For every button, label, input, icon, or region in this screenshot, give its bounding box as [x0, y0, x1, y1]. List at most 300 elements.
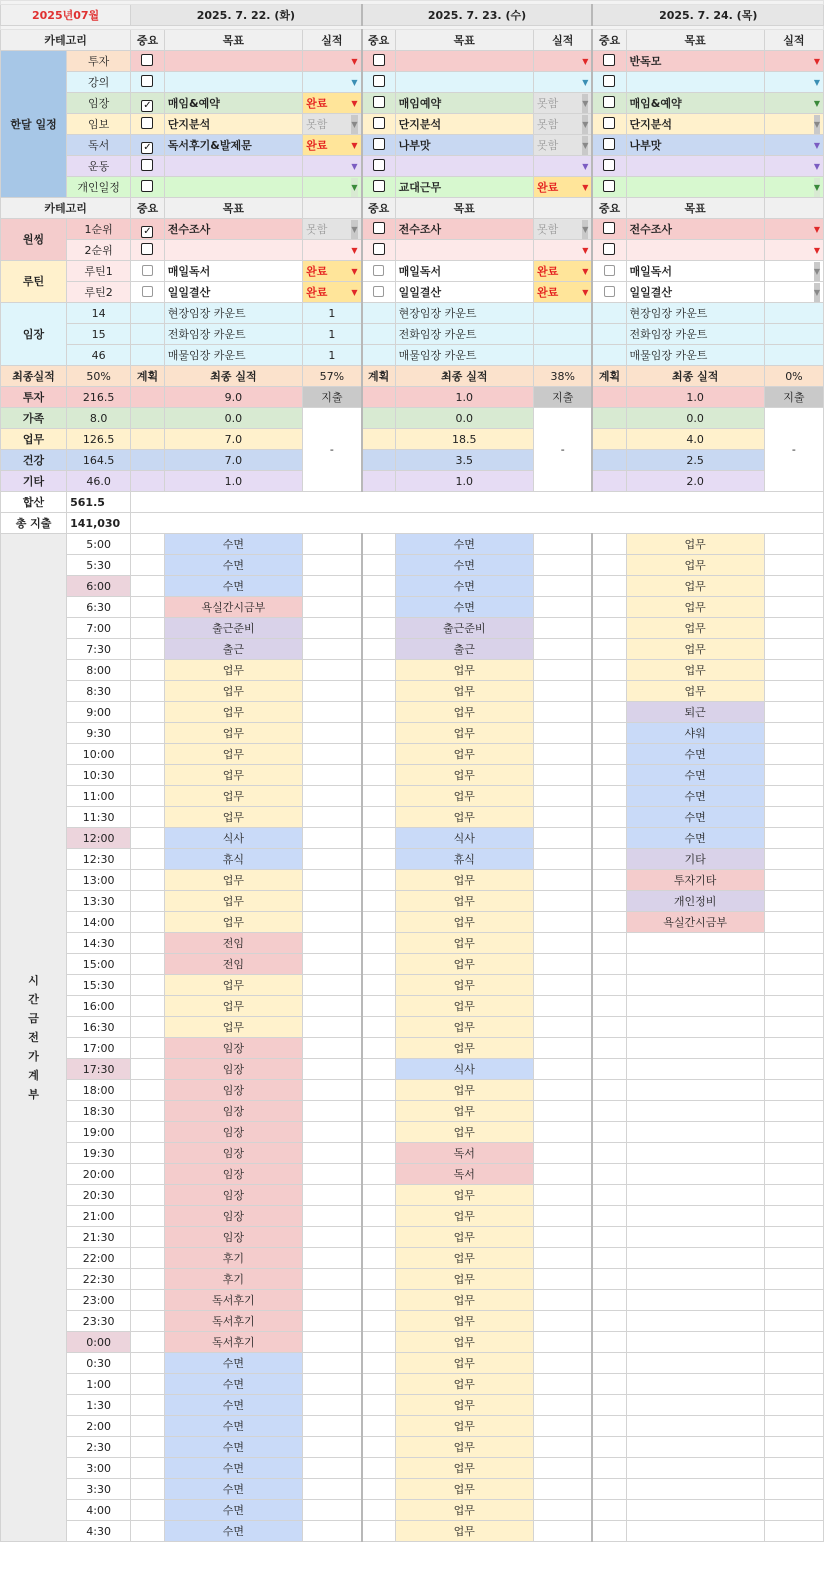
- important-checkbox-cell[interactable]: [362, 219, 396, 240]
- checkbox[interactable]: [603, 243, 615, 255]
- schedule-note-cell[interactable]: [533, 744, 592, 765]
- schedule-activity[interactable]: 수면: [164, 534, 302, 555]
- checkbox[interactable]: [603, 54, 615, 66]
- schedule-note-cell[interactable]: [764, 1458, 823, 1479]
- schedule-note-cell[interactable]: [303, 1164, 362, 1185]
- schedule-activity[interactable]: 독서후기: [164, 1311, 302, 1332]
- schedule-activity[interactable]: 독서: [395, 1164, 533, 1185]
- schedule-note-cell[interactable]: [533, 765, 592, 786]
- chevron-down-icon[interactable]: ▼: [351, 178, 357, 197]
- result-dropdown[interactable]: [764, 72, 823, 93]
- schedule-check-cell[interactable]: [131, 1332, 165, 1353]
- schedule-activity[interactable]: 독서: [395, 1143, 533, 1164]
- schedule-activity[interactable]: 전임: [164, 954, 302, 975]
- schedule-note-cell[interactable]: [533, 849, 592, 870]
- schedule-activity[interactable]: 임장: [164, 1206, 302, 1227]
- schedule-activity[interactable]: 업무: [395, 1458, 533, 1479]
- schedule-activity[interactable]: 업무: [395, 891, 533, 912]
- chevron-down-icon[interactable]: ▼: [351, 287, 358, 297]
- goal-cell[interactable]: [164, 156, 302, 177]
- schedule-note-cell[interactable]: [764, 1521, 823, 1542]
- schedule-note-cell[interactable]: [764, 555, 823, 576]
- schedule-note-cell[interactable]: [303, 1416, 362, 1437]
- important-checkbox-cell[interactable]: [592, 72, 626, 93]
- checkbox[interactable]: [141, 117, 153, 129]
- schedule-note-cell[interactable]: [303, 1185, 362, 1206]
- schedule-note-cell[interactable]: [533, 1248, 592, 1269]
- schedule-check-cell[interactable]: [131, 723, 165, 744]
- schedule-activity[interactable]: 임장: [164, 1185, 302, 1206]
- checkbox[interactable]: [141, 243, 153, 255]
- schedule-activity[interactable]: [626, 1101, 764, 1122]
- schedule-check-cell[interactable]: [131, 975, 165, 996]
- schedule-activity[interactable]: 임장: [164, 1227, 302, 1248]
- schedule-note-cell[interactable]: [764, 1164, 823, 1185]
- schedule-note-cell[interactable]: [533, 534, 592, 555]
- schedule-check-cell[interactable]: [131, 912, 165, 933]
- schedule-activity[interactable]: 업무: [626, 639, 764, 660]
- schedule-activity[interactable]: 기타: [626, 849, 764, 870]
- schedule-activity[interactable]: 업무: [395, 807, 533, 828]
- schedule-note-cell[interactable]: [303, 996, 362, 1017]
- schedule-activity[interactable]: 업무: [395, 1227, 533, 1248]
- schedule-check-cell[interactable]: [131, 1458, 165, 1479]
- time-value[interactable]: 9.0: [164, 387, 302, 408]
- schedule-activity[interactable]: 수면: [164, 555, 302, 576]
- schedule-activity[interactable]: 업무: [164, 870, 302, 891]
- chevron-down-icon[interactable]: ▼: [814, 262, 820, 281]
- schedule-note-cell[interactable]: [764, 660, 823, 681]
- schedule-activity[interactable]: 업무: [395, 1500, 533, 1521]
- schedule-note-cell[interactable]: [764, 744, 823, 765]
- schedule-note-cell[interactable]: [533, 1332, 592, 1353]
- schedule-activity[interactable]: 출근준비: [164, 618, 302, 639]
- schedule-activity[interactable]: 업무: [395, 912, 533, 933]
- schedule-activity[interactable]: 업무: [164, 996, 302, 1017]
- schedule-check-cell[interactable]: [362, 1311, 396, 1332]
- schedule-note-cell[interactable]: [764, 1122, 823, 1143]
- schedule-check-cell[interactable]: [131, 1101, 165, 1122]
- schedule-check-cell[interactable]: [592, 1311, 626, 1332]
- schedule-activity[interactable]: 업무: [395, 1374, 533, 1395]
- result-dropdown[interactable]: [533, 219, 592, 240]
- schedule-activity[interactable]: [626, 996, 764, 1017]
- result-dropdown[interactable]: [533, 261, 592, 282]
- result-dropdown[interactable]: [764, 135, 823, 156]
- result-dropdown[interactable]: [533, 93, 592, 114]
- goal-cell[interactable]: [626, 156, 764, 177]
- schedule-activity[interactable]: 업무: [395, 786, 533, 807]
- expense-value[interactable]: -: [303, 408, 362, 492]
- schedule-check-cell[interactable]: [362, 954, 396, 975]
- schedule-check-cell[interactable]: [362, 597, 396, 618]
- important-checkbox-cell[interactable]: [131, 114, 165, 135]
- plan-cell[interactable]: [131, 471, 165, 492]
- schedule-note-cell[interactable]: [764, 1500, 823, 1521]
- time-value[interactable]: 7.0: [164, 429, 302, 450]
- important-checkbox-cell[interactable]: [131, 177, 165, 198]
- schedule-note-cell[interactable]: [764, 1353, 823, 1374]
- chevron-down-icon[interactable]: ▼: [582, 220, 588, 239]
- important-checkbox-cell[interactable]: [362, 93, 396, 114]
- schedule-check-cell[interactable]: [362, 1269, 396, 1290]
- schedule-activity[interactable]: 수면: [626, 765, 764, 786]
- goal-cell[interactable]: 일일결산: [164, 282, 302, 303]
- checkbox[interactable]: [373, 180, 385, 192]
- schedule-check-cell[interactable]: [592, 828, 626, 849]
- schedule-activity[interactable]: 수면: [164, 1395, 302, 1416]
- schedule-activity[interactable]: [626, 1416, 764, 1437]
- schedule-check-cell[interactable]: [131, 1290, 165, 1311]
- chevron-down-icon[interactable]: ▼: [813, 77, 820, 87]
- schedule-check-cell[interactable]: [592, 1332, 626, 1353]
- schedule-check-cell[interactable]: [362, 1479, 396, 1500]
- checkbox[interactable]: [603, 159, 615, 171]
- schedule-check-cell[interactable]: [592, 1248, 626, 1269]
- schedule-check-cell[interactable]: [131, 1353, 165, 1374]
- checkbox[interactable]: [141, 54, 153, 66]
- schedule-activity[interactable]: 업무: [164, 807, 302, 828]
- schedule-check-cell[interactable]: [362, 1437, 396, 1458]
- plan-cell[interactable]: [362, 387, 396, 408]
- checkbox[interactable]: [603, 75, 615, 87]
- schedule-note-cell[interactable]: [533, 1395, 592, 1416]
- schedule-check-cell[interactable]: [131, 639, 165, 660]
- schedule-check-cell[interactable]: [362, 1353, 396, 1374]
- schedule-check-cell[interactable]: [362, 702, 396, 723]
- schedule-note-cell[interactable]: [303, 1080, 362, 1101]
- checkbox[interactable]: [603, 138, 615, 150]
- schedule-note-cell[interactable]: [533, 996, 592, 1017]
- schedule-activity[interactable]: 수면: [164, 1458, 302, 1479]
- schedule-check-cell[interactable]: [131, 576, 165, 597]
- schedule-activity[interactable]: 출근: [395, 639, 533, 660]
- schedule-activity[interactable]: 업무: [395, 660, 533, 681]
- schedule-activity[interactable]: [626, 975, 764, 996]
- schedule-check-cell[interactable]: [592, 723, 626, 744]
- important-checkbox-cell[interactable]: [362, 240, 396, 261]
- chevron-down-icon[interactable]: ▼: [814, 94, 820, 113]
- schedule-check-cell[interactable]: [592, 786, 626, 807]
- schedule-activity[interactable]: 수면: [164, 1500, 302, 1521]
- schedule-note-cell[interactable]: [303, 1437, 362, 1458]
- goal-cell[interactable]: [395, 51, 533, 72]
- schedule-note-cell[interactable]: [764, 1227, 823, 1248]
- schedule-note-cell[interactable]: [303, 1206, 362, 1227]
- plan-cell[interactable]: [592, 450, 626, 471]
- schedule-activity[interactable]: 업무: [395, 765, 533, 786]
- schedule-check-cell[interactable]: [592, 702, 626, 723]
- schedule-activity[interactable]: 업무: [395, 1248, 533, 1269]
- schedule-check-cell[interactable]: [592, 534, 626, 555]
- schedule-activity[interactable]: [626, 1290, 764, 1311]
- schedule-note-cell[interactable]: [764, 639, 823, 660]
- result-dropdown[interactable]: [303, 261, 362, 282]
- schedule-activity[interactable]: [626, 1437, 764, 1458]
- important-checkbox-cell[interactable]: [131, 156, 165, 177]
- schedule-check-cell[interactable]: [131, 1416, 165, 1437]
- schedule-activity[interactable]: 업무: [164, 975, 302, 996]
- schedule-note-cell[interactable]: [533, 1122, 592, 1143]
- schedule-check-cell[interactable]: [592, 1038, 626, 1059]
- schedule-note-cell[interactable]: [303, 1332, 362, 1353]
- schedule-note-cell[interactable]: [764, 1416, 823, 1437]
- schedule-note-cell[interactable]: [303, 1500, 362, 1521]
- schedule-check-cell[interactable]: [131, 1248, 165, 1269]
- result-dropdown[interactable]: [533, 114, 592, 135]
- schedule-activity[interactable]: 수면: [164, 1353, 302, 1374]
- schedule-note-cell[interactable]: [533, 576, 592, 597]
- schedule-note-cell[interactable]: [533, 891, 592, 912]
- goal-cell[interactable]: 매일독서: [164, 261, 302, 282]
- chevron-down-icon[interactable]: ▼: [813, 140, 820, 150]
- schedule-activity[interactable]: 업무: [395, 1206, 533, 1227]
- schedule-activity[interactable]: 업무: [626, 576, 764, 597]
- schedule-check-cell[interactable]: [592, 576, 626, 597]
- schedule-note-cell[interactable]: [764, 723, 823, 744]
- goal-cell[interactable]: 전수조사: [626, 219, 764, 240]
- schedule-activity[interactable]: 업무: [395, 954, 533, 975]
- time-value[interactable]: 1.0: [395, 471, 533, 492]
- schedule-check-cell[interactable]: [362, 912, 396, 933]
- schedule-activity[interactable]: [626, 1332, 764, 1353]
- schedule-check-cell[interactable]: [592, 1269, 626, 1290]
- important-checkbox-cell[interactable]: [362, 72, 396, 93]
- chevron-down-icon[interactable]: ▼: [813, 56, 820, 66]
- goal-cell[interactable]: [164, 72, 302, 93]
- schedule-activity[interactable]: 수면: [164, 1521, 302, 1542]
- schedule-check-cell[interactable]: [131, 828, 165, 849]
- chevron-down-icon[interactable]: ▼: [351, 266, 358, 276]
- schedule-note-cell[interactable]: [764, 681, 823, 702]
- schedule-check-cell[interactable]: [592, 681, 626, 702]
- schedule-check-cell[interactable]: [131, 1185, 165, 1206]
- important-checkbox-cell[interactable]: [362, 114, 396, 135]
- chevron-down-icon[interactable]: ▼: [351, 98, 358, 108]
- schedule-check-cell[interactable]: [131, 1059, 165, 1080]
- time-value[interactable]: 1.0: [626, 387, 764, 408]
- schedule-check-cell[interactable]: [592, 807, 626, 828]
- schedule-activity[interactable]: 욕실간시금부: [626, 912, 764, 933]
- checkbox[interactable]: [373, 265, 384, 276]
- schedule-check-cell[interactable]: [592, 639, 626, 660]
- schedule-note-cell[interactable]: [303, 1395, 362, 1416]
- schedule-activity[interactable]: [626, 1500, 764, 1521]
- chevron-down-icon[interactable]: ▼: [351, 115, 357, 134]
- schedule-note-cell[interactable]: [533, 807, 592, 828]
- schedule-check-cell[interactable]: [131, 1017, 165, 1038]
- goal-cell[interactable]: 단지분석: [395, 114, 533, 135]
- result-dropdown[interactable]: [764, 240, 823, 261]
- plan-cell[interactable]: [592, 387, 626, 408]
- schedule-note-cell[interactable]: [764, 1332, 823, 1353]
- schedule-note-cell[interactable]: [303, 1458, 362, 1479]
- goal-cell[interactable]: [164, 51, 302, 72]
- schedule-activity[interactable]: 업무: [164, 723, 302, 744]
- schedule-check-cell[interactable]: [131, 1374, 165, 1395]
- important-checkbox-cell[interactable]: [362, 51, 396, 72]
- schedule-check-cell[interactable]: [362, 1374, 396, 1395]
- schedule-check-cell[interactable]: [592, 1185, 626, 1206]
- important-checkbox-cell[interactable]: [131, 282, 165, 303]
- schedule-check-cell[interactable]: [592, 660, 626, 681]
- imjang-result[interactable]: [533, 303, 592, 324]
- result-dropdown[interactable]: [303, 114, 362, 135]
- schedule-note-cell[interactable]: [764, 1059, 823, 1080]
- important-checkbox-cell[interactable]: [131, 135, 165, 156]
- schedule-note-cell[interactable]: [303, 870, 362, 891]
- checkbox[interactable]: ✓: [143, 99, 152, 111]
- schedule-note-cell[interactable]: [303, 597, 362, 618]
- schedule-activity[interactable]: 업무: [626, 597, 764, 618]
- schedule-activity[interactable]: 수면: [395, 576, 533, 597]
- goal-cell[interactable]: 일일결산: [395, 282, 533, 303]
- schedule-check-cell[interactable]: [131, 1164, 165, 1185]
- schedule-note-cell[interactable]: [303, 807, 362, 828]
- time-value[interactable]: 4.0: [626, 429, 764, 450]
- schedule-check-cell[interactable]: [362, 828, 396, 849]
- time-value[interactable]: 0.0: [626, 408, 764, 429]
- schedule-check-cell[interactable]: [131, 534, 165, 555]
- checkbox[interactable]: [142, 265, 153, 276]
- schedule-note-cell[interactable]: [303, 702, 362, 723]
- goal-cell[interactable]: [395, 72, 533, 93]
- schedule-note-cell[interactable]: [533, 1269, 592, 1290]
- schedule-activity[interactable]: 업무: [164, 702, 302, 723]
- schedule-check-cell[interactable]: [592, 1290, 626, 1311]
- important-checkbox-cell[interactable]: [362, 261, 396, 282]
- schedule-note-cell[interactable]: [533, 1437, 592, 1458]
- schedule-check-cell[interactable]: [592, 765, 626, 786]
- important-checkbox-cell[interactable]: [362, 156, 396, 177]
- schedule-check-cell[interactable]: [362, 1500, 396, 1521]
- result-dropdown[interactable]: [303, 282, 362, 303]
- schedule-check-cell[interactable]: [131, 660, 165, 681]
- goal-cell[interactable]: [626, 240, 764, 261]
- chevron-down-icon[interactable]: ▼: [351, 56, 358, 66]
- checkbox[interactable]: [373, 286, 384, 297]
- schedule-note-cell[interactable]: [533, 1206, 592, 1227]
- schedule-activity[interactable]: 개인정비: [626, 891, 764, 912]
- schedule-activity[interactable]: 업무: [395, 1269, 533, 1290]
- schedule-check-cell[interactable]: [362, 1038, 396, 1059]
- schedule-note-cell[interactable]: [764, 891, 823, 912]
- schedule-note-cell[interactable]: [764, 954, 823, 975]
- schedule-check-cell[interactable]: [362, 1248, 396, 1269]
- important-checkbox-cell[interactable]: [131, 93, 165, 114]
- schedule-note-cell[interactable]: [303, 786, 362, 807]
- schedule-activity[interactable]: 임장: [164, 1143, 302, 1164]
- schedule-activity[interactable]: 독서후기: [164, 1290, 302, 1311]
- schedule-check-cell[interactable]: [131, 996, 165, 1017]
- schedule-note-cell[interactable]: [303, 1248, 362, 1269]
- schedule-note-cell[interactable]: [764, 849, 823, 870]
- schedule-activity[interactable]: 업무: [164, 1017, 302, 1038]
- imjang-result[interactable]: 1: [303, 303, 362, 324]
- schedule-activity[interactable]: [626, 1164, 764, 1185]
- schedule-activity[interactable]: 업무: [395, 1332, 533, 1353]
- important-checkbox-cell[interactable]: [592, 261, 626, 282]
- schedule-note-cell[interactable]: [303, 1479, 362, 1500]
- schedule-note-cell[interactable]: [764, 618, 823, 639]
- schedule-activity[interactable]: [626, 1248, 764, 1269]
- schedule-activity[interactable]: 업무: [395, 1353, 533, 1374]
- time-value[interactable]: 1.0: [164, 471, 302, 492]
- schedule-check-cell[interactable]: [131, 702, 165, 723]
- schedule-check-cell[interactable]: [592, 1395, 626, 1416]
- schedule-note-cell[interactable]: [764, 828, 823, 849]
- chevron-down-icon[interactable]: ▼: [582, 136, 588, 155]
- schedule-activity[interactable]: 수면: [395, 597, 533, 618]
- schedule-activity[interactable]: 업무: [164, 891, 302, 912]
- schedule-activity[interactable]: 업무: [395, 1437, 533, 1458]
- schedule-check-cell[interactable]: [592, 1059, 626, 1080]
- schedule-activity[interactable]: 수면: [626, 828, 764, 849]
- result-dropdown[interactable]: [764, 93, 823, 114]
- schedule-activity[interactable]: 업무: [164, 765, 302, 786]
- schedule-activity[interactable]: 업무: [626, 660, 764, 681]
- schedule-check-cell[interactable]: [592, 996, 626, 1017]
- schedule-activity[interactable]: 수면: [164, 1374, 302, 1395]
- checkbox[interactable]: [142, 286, 153, 297]
- schedule-note-cell[interactable]: [303, 765, 362, 786]
- schedule-note-cell[interactable]: [303, 555, 362, 576]
- schedule-note-cell[interactable]: [764, 1080, 823, 1101]
- goal-cell[interactable]: [395, 156, 533, 177]
- schedule-check-cell[interactable]: [592, 1101, 626, 1122]
- schedule-check-cell[interactable]: [362, 1395, 396, 1416]
- important-checkbox-cell[interactable]: [362, 177, 396, 198]
- schedule-note-cell[interactable]: [303, 576, 362, 597]
- result-dropdown[interactable]: [303, 135, 362, 156]
- schedule-check-cell[interactable]: [362, 1080, 396, 1101]
- checkbox[interactable]: [373, 96, 385, 108]
- schedule-activity[interactable]: 업무: [164, 786, 302, 807]
- schedule-activity[interactable]: 수면: [395, 555, 533, 576]
- plan-cell[interactable]: [362, 429, 396, 450]
- schedule-note-cell[interactable]: [764, 765, 823, 786]
- schedule-activity[interactable]: [626, 1479, 764, 1500]
- schedule-check-cell[interactable]: [362, 1017, 396, 1038]
- goal-cell[interactable]: 매일독서: [626, 261, 764, 282]
- goal-cell[interactable]: [164, 177, 302, 198]
- schedule-check-cell[interactable]: [131, 1437, 165, 1458]
- schedule-activity[interactable]: [626, 1206, 764, 1227]
- result-dropdown[interactable]: [533, 177, 592, 198]
- schedule-activity[interactable]: 업무: [395, 1122, 533, 1143]
- schedule-activity[interactable]: 업무: [626, 681, 764, 702]
- schedule-note-cell[interactable]: [764, 1479, 823, 1500]
- result-dropdown[interactable]: [764, 114, 823, 135]
- schedule-check-cell[interactable]: [592, 1122, 626, 1143]
- result-dropdown[interactable]: [533, 282, 592, 303]
- schedule-activity[interactable]: 식사: [164, 828, 302, 849]
- schedule-activity[interactable]: 업무: [395, 702, 533, 723]
- schedule-check-cell[interactable]: [131, 1206, 165, 1227]
- schedule-note-cell[interactable]: [303, 891, 362, 912]
- chevron-down-icon[interactable]: ▼: [582, 287, 589, 297]
- schedule-note-cell[interactable]: [533, 702, 592, 723]
- schedule-note-cell[interactable]: [303, 1290, 362, 1311]
- schedule-note-cell[interactable]: [533, 1500, 592, 1521]
- schedule-note-cell[interactable]: [764, 1311, 823, 1332]
- schedule-activity[interactable]: [626, 1059, 764, 1080]
- schedule-activity[interactable]: 전임: [164, 933, 302, 954]
- schedule-check-cell[interactable]: [131, 1500, 165, 1521]
- time-value[interactable]: 1.0: [395, 387, 533, 408]
- chevron-down-icon[interactable]: ▼: [582, 266, 589, 276]
- schedule-check-cell[interactable]: [362, 534, 396, 555]
